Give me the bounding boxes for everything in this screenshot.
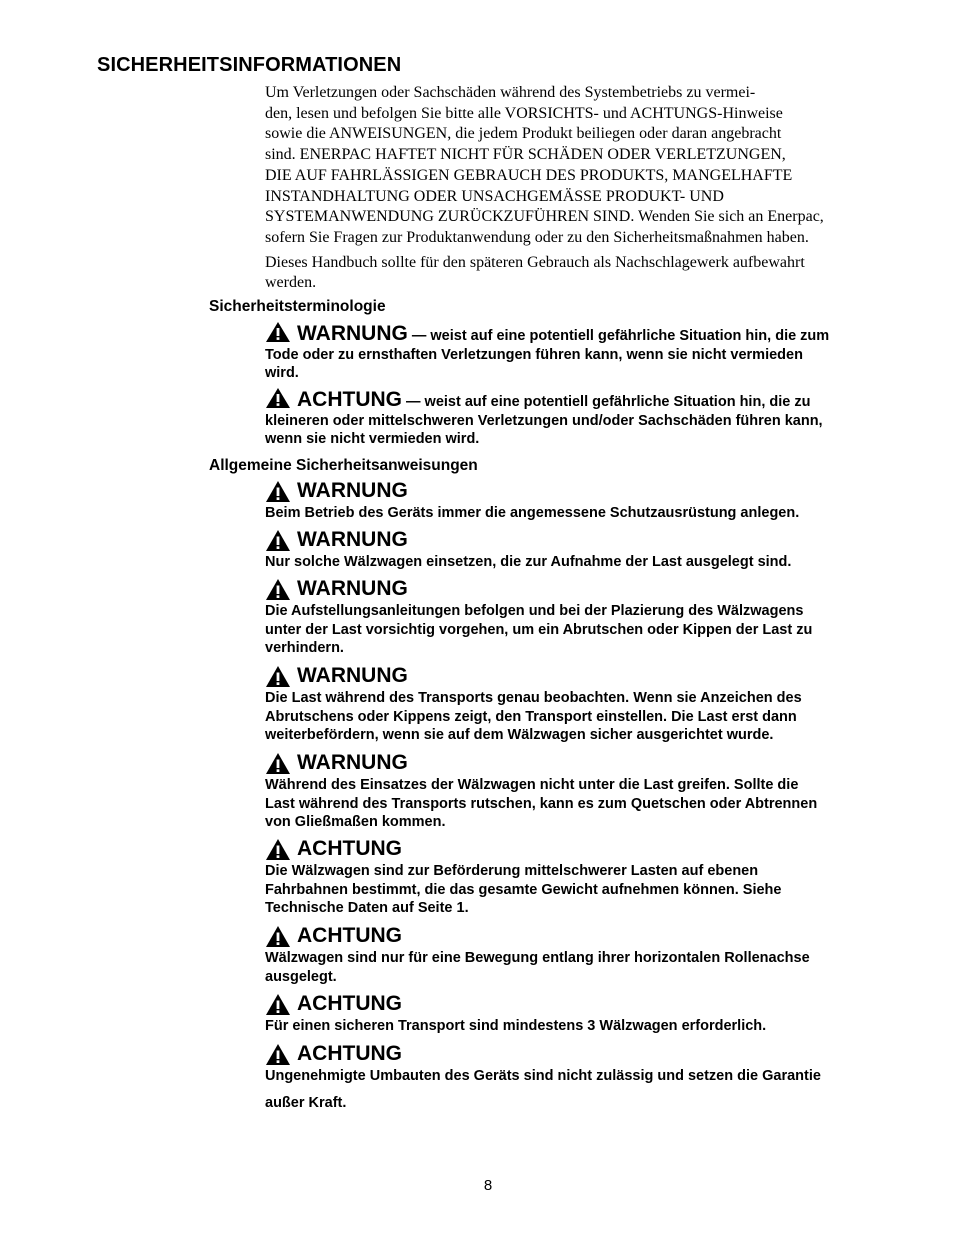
warning-triangle-icon bbox=[265, 752, 291, 775]
terminology-warnung bbox=[265, 321, 877, 383]
warnung-definition-line: Tode oder zu ernsthaften Verletzungen führen kann, wenn sie nicht vermieden bbox=[265, 346, 803, 363]
warning-triangle-icon bbox=[265, 321, 291, 343]
item-text bbox=[265, 862, 877, 918]
intro-line: Dieses Handbuch sollte für den späteren Gebrauch als Nachschlagewerk aufbewahrt bbox=[265, 253, 805, 271]
item-label: WARNUNG bbox=[297, 664, 408, 687]
item-label: ACHTUNG bbox=[297, 1042, 402, 1065]
item-label: ACHTUNG bbox=[297, 837, 402, 860]
item-line: Abrutschens oder Kippens zeigt, den Transport einstellen. Die Last erst dann bbox=[265, 708, 797, 725]
intro-paragraph-1 bbox=[265, 83, 877, 249]
item-line: Die Aufstellungsanleitungen befolgen und bei der Plazierung des Wälzwagens bbox=[265, 603, 804, 619]
item-label: ACHTUNG bbox=[297, 992, 402, 1015]
intro-paragraph-2 bbox=[265, 253, 877, 294]
item-text bbox=[265, 602, 877, 658]
item-text bbox=[265, 689, 877, 745]
item-line: ausgelegt. bbox=[265, 968, 337, 985]
page-number: 8 bbox=[483, 1177, 493, 1194]
achtung-definition-line: wenn sie nicht vermieden wird. bbox=[265, 431, 480, 448]
warnung-definition-line: wird. bbox=[265, 365, 299, 382]
item-text bbox=[265, 949, 877, 986]
intro-line: den, lesen und befolgen Sie bitte alle VORSICHTS- und ACHTUNGS-Hinweise bbox=[265, 104, 783, 122]
item-text bbox=[265, 776, 877, 832]
intro-line: DIE AUF FAHRLÄSSIGEN GEBRAUCH DES PRODUKTS, MANGELHAFTE bbox=[265, 166, 793, 184]
terminology-achtung bbox=[265, 387, 877, 449]
warning-triangle-icon bbox=[265, 925, 291, 948]
item-line: Wälzwagen sind nur für eine Bewegung entlang ihrer horizontalen Rollenachse bbox=[265, 950, 810, 966]
warning-triangle-icon bbox=[265, 993, 291, 1016]
intro-line: sowie die ANWEISUNGEN, die jedem Produkt beiliegen oder daran angebracht bbox=[265, 125, 782, 143]
item-text bbox=[265, 553, 877, 572]
warnung-definition-line: — weist auf eine potentiell gefährliche Situation hin, die zum bbox=[407, 328, 830, 344]
intro-line: werden. bbox=[265, 274, 317, 292]
warning-triangle-icon bbox=[265, 838, 291, 861]
achtung-definition-line: kleineren oder mittelschweren Verletzungen und/oder Sachschäden führen kann, bbox=[265, 412, 823, 429]
terminology-heading: Sicherheitsterminologie bbox=[209, 298, 386, 315]
item-label: WARNUNG bbox=[297, 577, 408, 600]
item-line: Nur solche Wälzwagen einsetzen, die zur Aufnahme der Last ausgelegt sind. bbox=[265, 554, 792, 570]
item-text bbox=[265, 504, 877, 523]
item-label: WARNUNG bbox=[297, 751, 408, 774]
achtung-label: ACHTUNG bbox=[297, 388, 402, 411]
warnung-label: WARNUNG bbox=[297, 322, 408, 345]
item-line: Last während des Transports rutschen, kann es zum Quetschen oder Abtrennen bbox=[265, 795, 818, 812]
item-line: Die Wälzwagen sind zur Beförderung mittelschwerer Lasten auf ebenen bbox=[265, 863, 759, 879]
item-line: unter der Last vorsichtig vorgehen, um ein Abrutschen oder Kippen der Last zu bbox=[265, 621, 813, 638]
intro-line: Um Verletzungen oder Sachschäden während des Systembetriebs zu vermei- bbox=[265, 84, 756, 101]
item-line: verhindern. bbox=[265, 640, 344, 657]
safety-item bbox=[265, 991, 877, 1036]
intro-text bbox=[265, 83, 877, 294]
safety-item bbox=[265, 836, 877, 918]
safety-item bbox=[265, 663, 877, 745]
intro-line: SYSTEMANWENDUNG ZURÜCKZUFÜHREN SIND. Wenden Sie sich an Enerpac, bbox=[265, 208, 824, 226]
warning-triangle-icon bbox=[265, 578, 291, 601]
item-line: außer Kraft. bbox=[265, 1095, 347, 1111]
item-label: ACHTUNG bbox=[297, 924, 402, 947]
safety-item bbox=[265, 1041, 877, 1117]
warning-triangle-icon bbox=[265, 480, 291, 503]
item-line: von Gließmaßen kommen. bbox=[265, 814, 446, 831]
safety-item bbox=[265, 576, 877, 658]
safety-item bbox=[265, 527, 877, 572]
intro-line: INSTANDHALTUNG ODER UNSACHGEMÄSSE PRODUKT- UND bbox=[265, 187, 724, 205]
warning-triangle-icon bbox=[265, 387, 291, 409]
safety-item bbox=[265, 923, 877, 986]
item-line: weiterbefördern, wenn sie auf dem Wälzwagen sicher ausgerichtet wurde. bbox=[265, 727, 774, 744]
item-line: Beim Betrieb des Geräts immer die angemessene Schutzausrüstung anlegen. bbox=[265, 505, 800, 521]
item-line: Technische Daten auf Seite 1. bbox=[265, 900, 469, 917]
safety-item bbox=[265, 750, 877, 832]
safety-item bbox=[265, 478, 877, 523]
page-title: SICHERHEITSINFORMATIONEN bbox=[97, 54, 402, 76]
item-label: WARNUNG bbox=[297, 479, 408, 502]
item-text bbox=[265, 1063, 877, 1117]
item-line: Fahrbahnen bestimmt, die das gesamte Gewicht aufnehmen können. Siehe bbox=[265, 881, 782, 898]
item-text bbox=[265, 1017, 877, 1036]
item-line: Während des Einsatzes der Wälzwagen nicht unter die Last greifen. Sollte die bbox=[265, 777, 799, 793]
intro-line: sofern Sie Fragen zur Produktanwendung oder zu den Sicherheitsmaßnahmen haben. bbox=[265, 228, 809, 246]
item-line: Für einen sicheren Transport sind mindestens 3 Wälzwagen erforderlich. bbox=[265, 1018, 767, 1034]
general-heading: Allgemeine Sicherheitsanweisungen bbox=[209, 457, 478, 474]
item-line: Ungenehmigte Umbauten des Geräts sind nicht zulässig und setzen die Garantie bbox=[265, 1068, 821, 1084]
item-label: WARNUNG bbox=[297, 528, 408, 551]
warning-triangle-icon bbox=[265, 665, 291, 688]
warning-triangle-icon bbox=[265, 529, 291, 552]
achtung-definition-line: — weist auf eine potentiell gefährliche Situation hin, die zu bbox=[402, 394, 811, 410]
intro-line: sind. ENERPAC HAFTET NICHT FÜR SCHÄDEN ODER VERLETZUNGEN, bbox=[265, 146, 786, 164]
item-line: Die Last während des Transports genau beobachten. Wenn sie Anzeichen des bbox=[265, 690, 802, 706]
